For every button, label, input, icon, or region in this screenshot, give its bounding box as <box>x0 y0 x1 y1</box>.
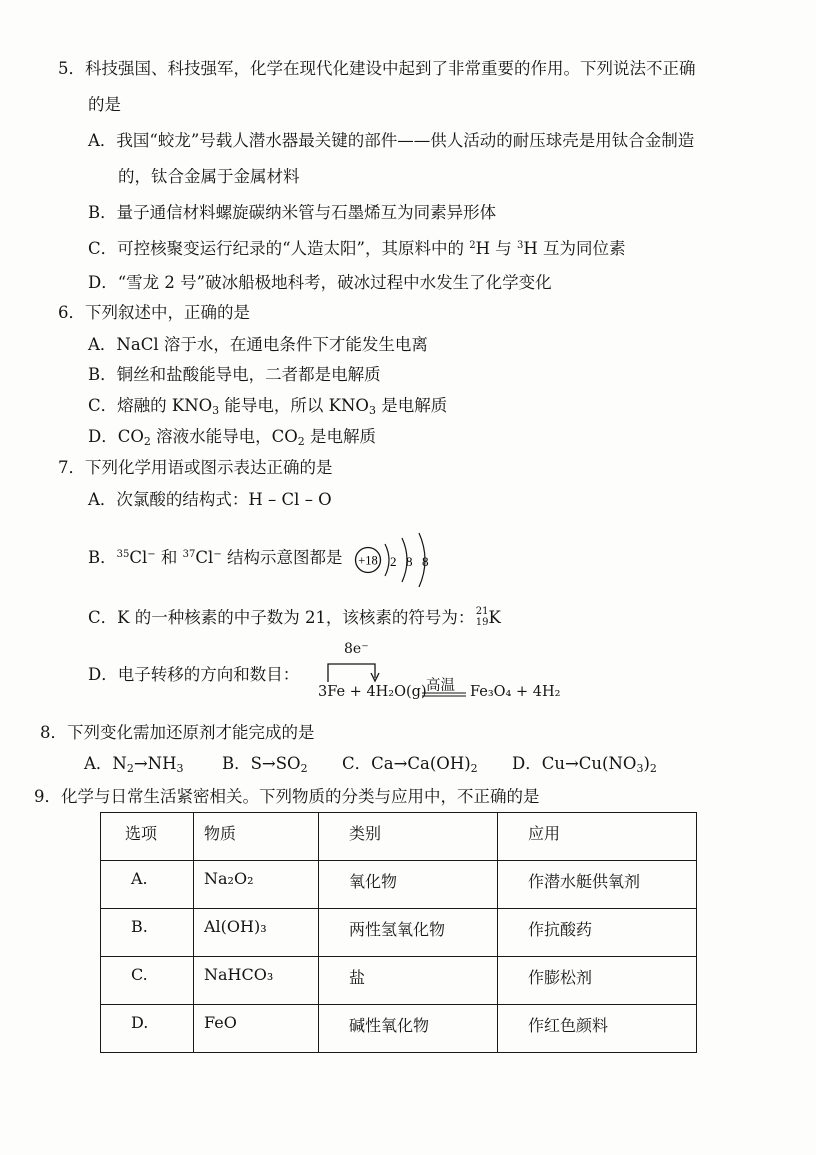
q8-option-d <box>512 753 657 775</box>
cell-text: 作潜水艇供氧剂 <box>528 872 641 891</box>
cell-text: 作抗酸药 <box>528 920 593 939</box>
cell-text: Na₂O₂ <box>204 869 254 888</box>
cell-text: 盐 <box>349 968 366 987</box>
q8-option-b <box>222 753 308 775</box>
q5-c-h1: H 与 <box>475 239 518 258</box>
q8-b-1: B．S→SO <box>222 754 301 773</box>
table-row <box>101 1005 697 1053</box>
q8-a-4: 3 <box>176 762 184 775</box>
q6-option-d <box>88 426 376 448</box>
q7-b-1: B． <box>88 548 117 567</box>
q7-b-mass2: 37 <box>182 549 196 560</box>
header-text: 物质 <box>204 824 237 843</box>
q7-c-1: C．K 的一种核素的中子数为 21，该核素的符号为： <box>88 608 475 627</box>
q5-c-mass-3: 3 <box>517 240 524 251</box>
classification-table <box>100 812 697 1053</box>
shell-count-2: 8 <box>406 554 413 569</box>
q9-stem: 9．化学与日常生活紧密相关。下列物质的分类与应用中，不正确的是 <box>34 787 540 806</box>
cell-text: FeO <box>204 1013 237 1032</box>
equation-left: 3Fe + 4H₂O(g) <box>318 684 427 700</box>
nuclide-symbol-numbers <box>474 607 488 629</box>
q5-option-a-cont: 的，钛合金属于金属材料 <box>118 167 300 186</box>
q6-c-1: C．熔融的 KNO <box>88 396 213 415</box>
q6-d-3: 溶液水能导电，CO <box>150 427 298 446</box>
table-cell <box>498 957 697 1005</box>
table-cell <box>194 957 319 1005</box>
table-cell <box>319 1005 498 1053</box>
header-cell <box>498 813 697 861</box>
header-text: 选项 <box>125 824 158 843</box>
cell-text: Al(OH)₃ <box>204 917 267 936</box>
q6-d-5: 是电解质 <box>304 427 377 446</box>
nuclide-element: K <box>488 608 501 627</box>
q7-b-2: Cl <box>129 548 148 567</box>
table-cell <box>498 861 697 909</box>
q7-option-c <box>88 607 501 629</box>
q6-c-3: 能导电，所以 KNO <box>219 396 369 415</box>
cell-text: 作膨松剂 <box>528 968 593 987</box>
q6-option-c <box>88 395 447 417</box>
q7-b-charge1: − <box>147 549 156 560</box>
header-cell <box>194 813 319 861</box>
q7-stem: 7．下列化学用语或图示表达正确的是 <box>58 458 333 477</box>
table-cell <box>194 1005 319 1053</box>
table-cell <box>101 909 194 957</box>
nuclide-z: 19 <box>475 617 489 628</box>
table-row <box>101 957 697 1005</box>
q8-c-1: C．Ca→Ca(OH) <box>342 754 471 773</box>
table-cell <box>101 861 194 909</box>
q6-c-5: 是电解质 <box>375 396 448 415</box>
cell-text: 碱性氧化物 <box>349 1016 430 1035</box>
q6-option-a: A．NaCl 溶于水，在通电条件下才能发生电离 <box>88 335 428 354</box>
q8-d-4: 2 <box>649 762 657 775</box>
table-cell <box>319 861 498 909</box>
q6-d-2: 2 <box>143 435 151 448</box>
header-cell <box>319 813 498 861</box>
table-row <box>101 861 697 909</box>
header-text: 类别 <box>349 824 382 843</box>
cell-text: B. <box>131 917 148 936</box>
q5-stem: 5．科技强国、科技强军，化学在现代化建设中起到了非常重要的作用。下列说法不正确 <box>58 59 696 78</box>
q6-d-4: 2 <box>297 435 305 448</box>
header-cell <box>101 813 194 861</box>
cell-text: C. <box>131 965 148 984</box>
electron-count: 8e⁻ <box>344 641 369 657</box>
q5-stem-cont: 的是 <box>88 95 121 114</box>
q6-option-b: B．铜丝和盐酸能导电，二者都是电解质 <box>88 365 381 384</box>
q6-stem: 6．下列叙述中，正确的是 <box>58 303 250 322</box>
q8-a-1: A．N <box>84 754 127 773</box>
table-cell <box>498 1005 697 1053</box>
q6-d-1: D．CO <box>88 427 144 446</box>
q8-a-2: 2 <box>126 762 134 775</box>
table-cell <box>101 957 194 1005</box>
table-cell <box>319 909 498 957</box>
q7-b-mass1: 35 <box>116 549 130 560</box>
table-cell <box>498 909 697 957</box>
table-cell <box>194 861 319 909</box>
q7-b-5: 结构示意图都是 <box>221 548 343 567</box>
atom-structure-diagram <box>352 530 442 588</box>
equation-right: Fe₃O₄ + 4H₂ <box>470 684 561 700</box>
q8-d-3: ) <box>643 754 650 773</box>
q8-c-2: 2 <box>470 762 478 775</box>
q7-b-3: 和 <box>155 548 183 567</box>
shell-count-1: 2 <box>390 554 397 569</box>
nucleus-label: +18 <box>358 553 378 568</box>
electron-transfer-equation <box>318 640 578 710</box>
shell-arc-1 <box>385 544 389 576</box>
q8-b-2: 2 <box>300 762 308 775</box>
cell-text: 氧化物 <box>349 872 398 891</box>
q6-c-2: 3 <box>212 404 220 417</box>
table-cell <box>101 1005 194 1053</box>
q5-c-mass-2: 2 <box>469 240 476 251</box>
table-header-row <box>101 813 697 861</box>
q8-option-a <box>84 753 184 775</box>
table-row <box>101 909 697 957</box>
q8-d-2: 3 <box>636 762 644 775</box>
table-cell <box>194 909 319 957</box>
cell-text: 两性氢氧化物 <box>349 920 446 939</box>
q7-b-4: Cl <box>195 548 214 567</box>
q5-option-b: B．量子通信材料螺旋碳纳米管与石墨烯互为同素异形体 <box>88 203 497 222</box>
q8-a-3: →NH <box>133 754 177 773</box>
q5-option-d: D．“雪龙 2 号”破冰船极地科考，破冰过程中水发生了化学变化 <box>88 273 552 292</box>
q6-c-4: 3 <box>368 404 376 417</box>
q8-d-1: D．Cu→Cu(NO <box>512 754 637 773</box>
q7-option-a: A．次氯酸的结构式：H – Cl – O <box>88 490 332 509</box>
header-text: 应用 <box>528 824 561 843</box>
cell-text: A. <box>131 869 148 888</box>
q5-c-text: C．可控核聚变运行纪录的“人造太阳”，其原料中的 <box>88 239 470 258</box>
q5-option-c <box>88 238 626 260</box>
q5-c-tail: H 互为同位素 <box>523 239 626 258</box>
equation-condition: 高温 <box>426 678 455 694</box>
q7-b-charge2: − <box>213 549 222 560</box>
cell-text: 作红色颜料 <box>528 1016 609 1035</box>
q8-option-c <box>342 753 478 775</box>
table-cell <box>319 957 498 1005</box>
q7-option-d: D．电子转移的方向和数目： <box>88 665 300 684</box>
cell-text: D. <box>131 1013 149 1032</box>
shell-count-3: 8 <box>422 554 429 569</box>
cell-text: NaHCO₃ <box>204 965 274 984</box>
nuclide-mass: 21 <box>475 606 489 617</box>
q8-stem: 8．下列变化需加还原剂才能完成的是 <box>40 723 315 742</box>
q7-option-b <box>88 547 342 569</box>
bracket-line <box>328 664 375 682</box>
q5-option-a: A．我国“蛟龙”号载人潜水器最关键的部件——供人活动的耐压球壳是用钛合金制造 <box>88 131 695 150</box>
